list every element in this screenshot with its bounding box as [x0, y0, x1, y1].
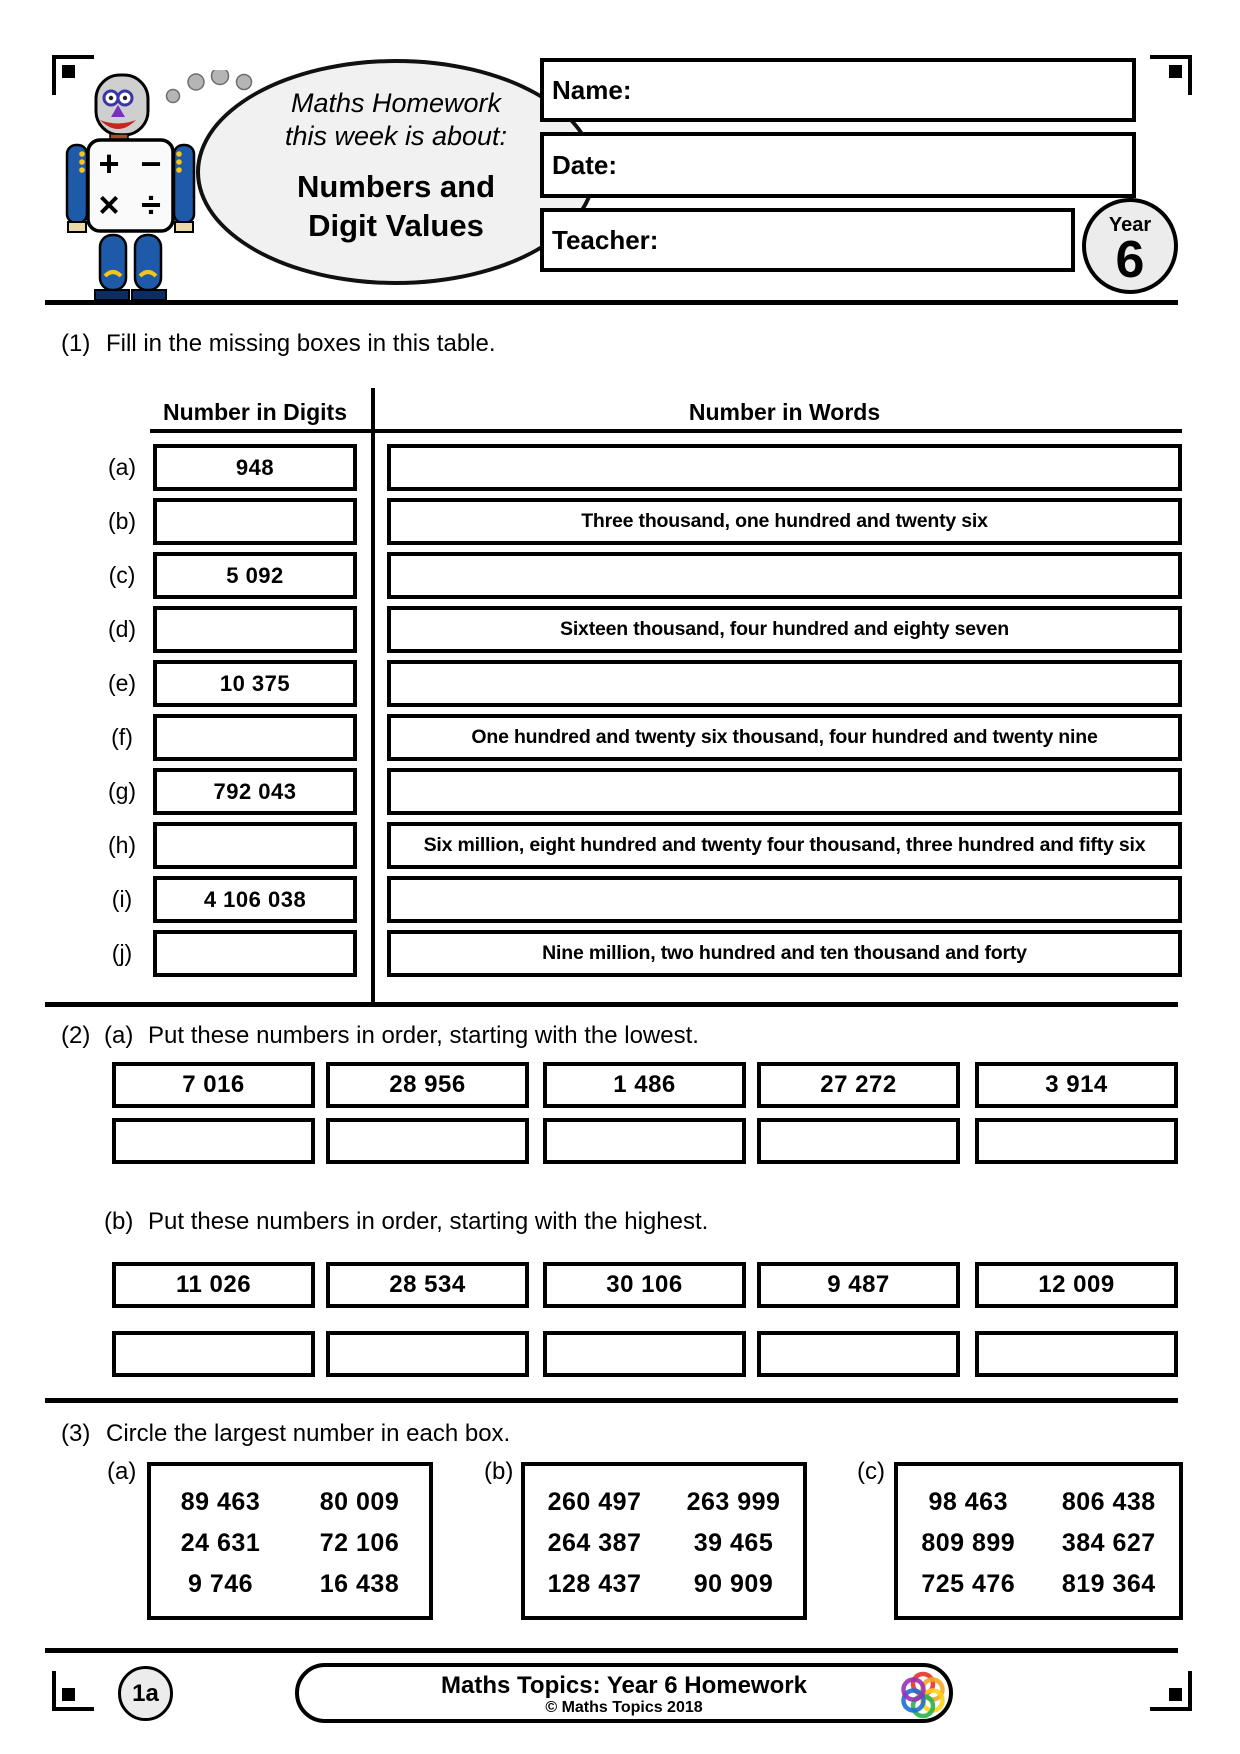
robot-plus-symbol: +: [98, 143, 120, 184]
words-cell: [387, 930, 1182, 977]
section-divider: [45, 1398, 1178, 1403]
answer-box[interactable]: [757, 1331, 960, 1377]
q3-prompt: Circle the largest number in each box.: [106, 1420, 511, 1447]
digits-cell: [153, 444, 357, 491]
row-label: (i): [111, 886, 133, 912]
circle-target-number[interactable]: 24 631: [180, 1529, 261, 1557]
circle-target-number[interactable]: 725 476: [921, 1570, 1016, 1598]
digits-answer-box[interactable]: [153, 822, 357, 869]
words-answer-box[interactable]: [387, 768, 1182, 815]
circle-target-number[interactable]: 90 909: [693, 1570, 774, 1598]
circle-target-number[interactable]: 39 465: [693, 1529, 774, 1557]
number-value: 9 487: [827, 1271, 890, 1298]
circle-target-number[interactable]: 80 009: [319, 1488, 400, 1516]
row-label: (e): [107, 670, 137, 696]
circle-target-number[interactable]: 384 627: [1061, 1529, 1156, 1557]
number-value: 12 009: [1038, 1271, 1115, 1298]
answer-box[interactable]: [543, 1331, 746, 1377]
words-answer-box[interactable]: [387, 444, 1182, 491]
circle-target-number[interactable]: 806 438: [1061, 1488, 1156, 1516]
digits-answer-box[interactable]: [153, 930, 357, 977]
q2a-label: (a): [104, 1022, 134, 1049]
year-badge-label: Year: [1108, 214, 1152, 236]
robot-multiply-symbol: ×: [98, 184, 120, 225]
robot-minus-symbol: −: [140, 143, 162, 184]
digits-cell: [153, 660, 357, 707]
answer-box[interactable]: [326, 1331, 529, 1377]
circle-target-number[interactable]: 819 364: [1061, 1570, 1156, 1598]
maths-topics-logo-icon: [897, 1669, 949, 1721]
name-label: Name:: [552, 74, 632, 105]
footer-copyright: © Maths Topics 2018: [545, 1699, 703, 1716]
number-value: 27 272: [820, 1071, 897, 1098]
digits-answer-box[interactable]: [153, 714, 357, 761]
number-card: [543, 1262, 746, 1308]
circle-target-number[interactable]: 72 106: [319, 1529, 400, 1557]
answer-box[interactable]: [543, 1118, 746, 1164]
words-value: One hundred and twenty six thousand, four hundred and twenty nine: [471, 726, 1098, 748]
name-field[interactable]: [540, 58, 1136, 122]
number-card: [112, 1262, 315, 1308]
digits-answer-box[interactable]: [153, 606, 357, 653]
q3-box-label: (a): [107, 1458, 137, 1485]
number-card: [757, 1262, 960, 1308]
words-cell: [387, 714, 1182, 761]
number-value: 7 016: [182, 1071, 245, 1098]
q3-box-label: (c): [857, 1458, 885, 1485]
circle-target-number[interactable]: 9 746: [187, 1570, 254, 1598]
answer-box[interactable]: [975, 1118, 1178, 1164]
number-card: [112, 1062, 315, 1108]
words-cell: [387, 606, 1182, 653]
circle-target-number[interactable]: 263 999: [686, 1488, 781, 1516]
words-cell: [387, 822, 1182, 869]
thought-dot-icon: [167, 90, 180, 103]
crop-mark-bottom-left-icon: [52, 1671, 94, 1711]
digits-value: 948: [235, 454, 275, 480]
teacher-field[interactable]: [540, 208, 1075, 272]
words-answer-box[interactable]: [387, 552, 1182, 599]
column-header-words: Number in Words: [688, 399, 881, 425]
row-label: (c): [108, 562, 136, 588]
number-card: [975, 1262, 1178, 1308]
circle-target-number[interactable]: 89 463: [180, 1488, 261, 1516]
footer-banner: [295, 1663, 953, 1723]
row-label: (d): [107, 616, 137, 642]
q1-prompt: Fill in the missing boxes in this table.: [106, 330, 496, 357]
answer-box[interactable]: [112, 1118, 315, 1164]
teacher-label: Teacher:: [552, 224, 659, 255]
digits-value: 4 106 038: [203, 886, 307, 912]
circle-target-number[interactable]: 264 387: [547, 1529, 642, 1557]
answer-box[interactable]: [757, 1118, 960, 1164]
thought-dot-icon: [212, 70, 229, 85]
number-card: [326, 1262, 529, 1308]
answer-box[interactable]: [112, 1331, 315, 1377]
date-field[interactable]: [540, 132, 1136, 198]
number-value: 28 534: [389, 1271, 466, 1298]
q2b-prompt: Put these numbers in order, starting with the highest.: [148, 1208, 709, 1235]
answer-box[interactable]: [975, 1331, 1178, 1377]
number-value: 11 026: [175, 1271, 252, 1298]
digits-value: 5 092: [226, 562, 284, 588]
answer-box[interactable]: [326, 1118, 529, 1164]
number-card: [975, 1062, 1178, 1108]
number-card: [543, 1062, 746, 1108]
number-group-box: [147, 1462, 433, 1620]
robot-divide-symbol: ÷: [141, 184, 161, 225]
number-group-box: [894, 1462, 1183, 1620]
words-value: Nine million, two hundred and ten thousand and forty: [542, 942, 1027, 964]
topic-line1: Numbers and: [296, 169, 496, 204]
bubble-line1: Maths Homework: [290, 88, 502, 118]
row-label: (j): [111, 940, 133, 966]
number-card: [757, 1062, 960, 1108]
row-label: (h): [107, 832, 137, 858]
row-label: (b): [107, 508, 137, 534]
words-answer-box[interactable]: [387, 660, 1182, 707]
crop-mark-top-right-icon: [1150, 55, 1192, 95]
table-column-divider: [371, 388, 375, 1002]
page-number: 1a: [132, 1679, 159, 1707]
topic-bubble: [196, 59, 596, 285]
circle-target-number[interactable]: 128 437: [547, 1570, 642, 1598]
number-value: 30 106: [606, 1271, 683, 1298]
crop-mark-bottom-right-icon: [1150, 1671, 1192, 1711]
q2-number: (2): [61, 1022, 91, 1049]
digits-value: 10 375: [219, 670, 291, 696]
page-number-badge: [118, 1666, 173, 1721]
row-label: (a): [107, 454, 137, 480]
digits-cell: [153, 552, 357, 599]
year-badge: [1082, 198, 1178, 294]
number-card: [326, 1062, 529, 1108]
date-label: Date:: [552, 149, 618, 180]
number-value: 1 486: [613, 1071, 676, 1098]
row-label: (f): [111, 724, 133, 750]
circle-target-number[interactable]: 98 463: [928, 1488, 1008, 1516]
topic-line2: Digit Values: [308, 208, 484, 243]
circle-target-number[interactable]: 16 438: [319, 1570, 400, 1598]
digits-answer-box[interactable]: [153, 498, 357, 545]
number-value: 28 956: [389, 1071, 466, 1098]
table-header-underline: [150, 429, 1182, 433]
column-header-digits: Number in Digits: [162, 399, 347, 425]
q2b-label: (b): [104, 1208, 134, 1235]
words-value: Six million, eight hundred and twenty four thousand, three hundred and fifty six: [423, 834, 1146, 856]
year-badge-number: 6: [1115, 231, 1145, 289]
q2a-prompt: Put these numbers in order, starting with the lowest.: [148, 1022, 699, 1049]
section-divider: [45, 1648, 1178, 1653]
bubble-line2: this week is about:: [284, 121, 508, 151]
number-value: 3 914: [1045, 1071, 1108, 1098]
words-value: Sixteen thousand, four hundred and eighty seven: [560, 618, 1009, 640]
q1-number: (1): [61, 330, 91, 357]
digits-value: 792 043: [213, 778, 297, 804]
circle-target-number[interactable]: 809 899: [921, 1529, 1016, 1557]
words-value: Three thousand, one hundred and twenty six: [581, 510, 988, 532]
section-divider: [45, 1002, 1178, 1007]
digits-cell: [153, 876, 357, 923]
q3-box-label: (b): [484, 1458, 514, 1485]
circle-target-number[interactable]: 260 497: [547, 1488, 642, 1516]
footer-title: Maths Topics: Year 6 Homework: [441, 1672, 807, 1699]
words-cell: [387, 498, 1182, 545]
q3-number: (3): [61, 1420, 91, 1447]
number-group-box: [521, 1462, 807, 1620]
digits-cell: [153, 768, 357, 815]
row-label: (g): [107, 778, 137, 804]
words-answer-box[interactable]: [387, 876, 1182, 923]
section-divider: [45, 300, 1178, 305]
